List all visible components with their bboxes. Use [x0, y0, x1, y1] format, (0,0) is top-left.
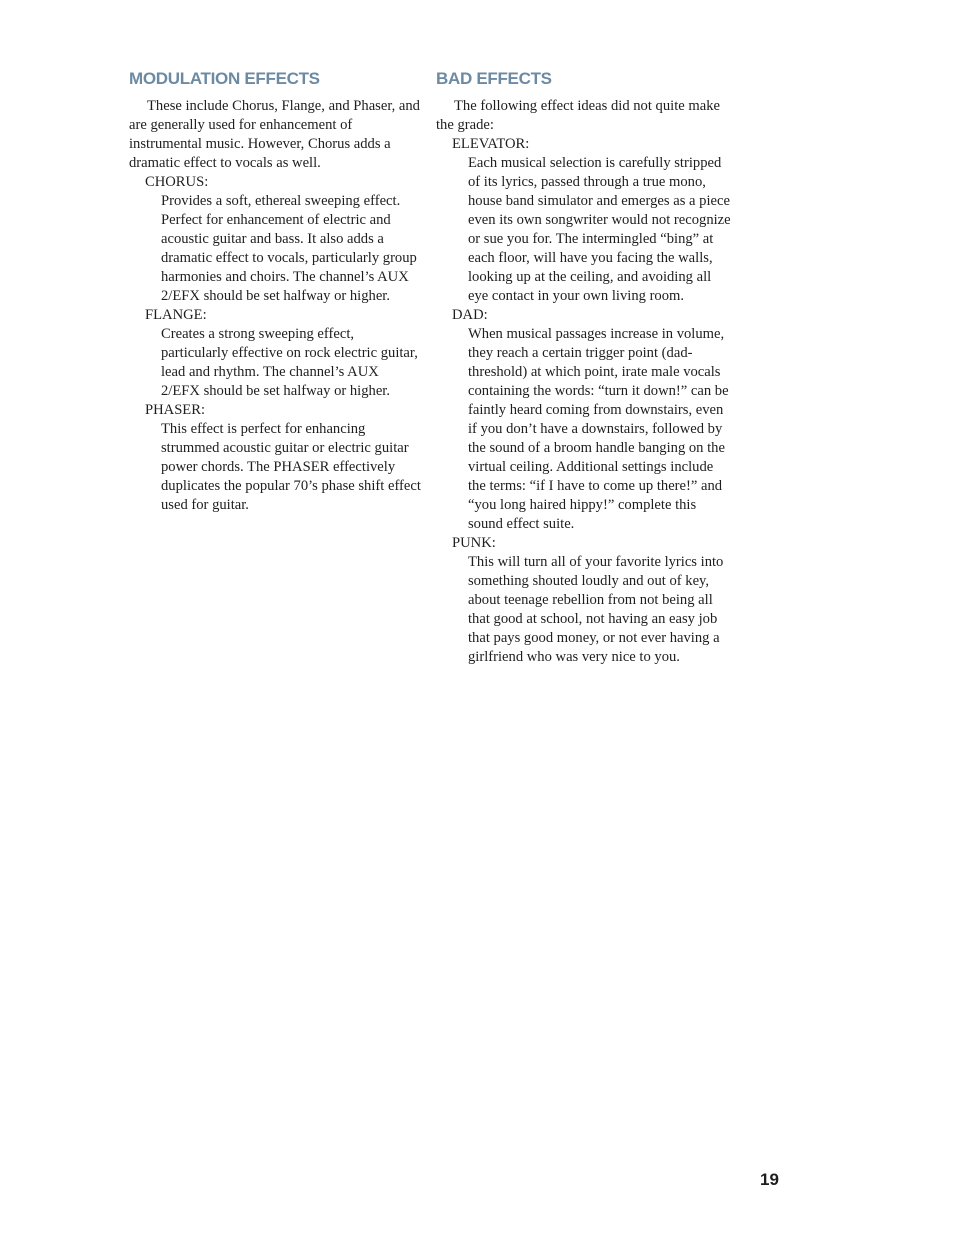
- punk-term: PUNK:: [452, 535, 496, 551]
- chorus-description: Provides a soft, ethereal sweeping effect. Perfect for enhancement of electric and acoustic guitar and bass. It also adds a dramatic effect to vocals, particularly group harmonies and choirs. The channel’s AUX 2/EFX should be set halfway or higher.: [161, 193, 417, 304]
- page-number: 19: [760, 1170, 779, 1189]
- phaser-term: PHASER:: [145, 402, 206, 418]
- punk-description: This will turn all of your favorite lyrics into something shouted loudly and out of key, about teenage rebellion from not being all that good at school, not having an easy job that pays good money, or not ever having a girlfriend who was very nice to you.: [468, 554, 724, 665]
- chorus-term: CHORUS:: [145, 174, 209, 190]
- modulation-effects-section: [129, 66, 421, 515]
- bad-effects-intro: The following effect ideas did not quite make the grade:: [436, 98, 720, 133]
- modulation-intro: These include Chorus, Flange, and Phaser, and are generally used for enhancement of instrumental music. However, Chorus adds a dramatic effect to vocals as well.: [129, 98, 420, 171]
- dad-description: When musical passages increase in volume, they reach a certain trigger point (dad-threshold) at which point, irate male vocals containing the words: “turn it down!” can be faintly heard coming from downstairs, even if you don’t have a downstairs, followed by the sound of a broom handle banging on the virtual ceiling. Additional settings include the terms: “if I have to come up there!” and “you long haired hippy!” complete this sound effect suite.: [468, 326, 729, 532]
- elevator-description: Each musical selection is carefully stripped of its lyrics, passed through a true mono, house band simulator and emerges as a piece even its own songwriter would not recognize or sue you for. The intermingled “bing” at each floor, will have you facing the walls, looking up at the ceiling, and avoiding all eye contact in your own living room.: [468, 155, 731, 304]
- elevator-term: ELEVATOR:: [452, 136, 530, 152]
- modulation-effects-heading: MODULATION EFFECTS: [129, 69, 320, 88]
- flange-term: FLANGE:: [145, 307, 207, 323]
- bad-effects-heading: BAD EFFECTS: [436, 69, 552, 88]
- phaser-description: This effect is perfect for enhancing strummed acoustic guitar or electric guitar power chords. The PHASER effectively duplicates the popular 70’s phase shift effect used for guitar.: [161, 421, 421, 513]
- flange-description: Creates a strong sweeping effect, particularly effective on rock electric guitar, lead and rhythm. The channel’s AUX 2/EFX should be set halfway or higher.: [161, 326, 418, 399]
- bad-effects-section: [436, 66, 732, 667]
- dad-term: DAD:: [452, 307, 488, 323]
